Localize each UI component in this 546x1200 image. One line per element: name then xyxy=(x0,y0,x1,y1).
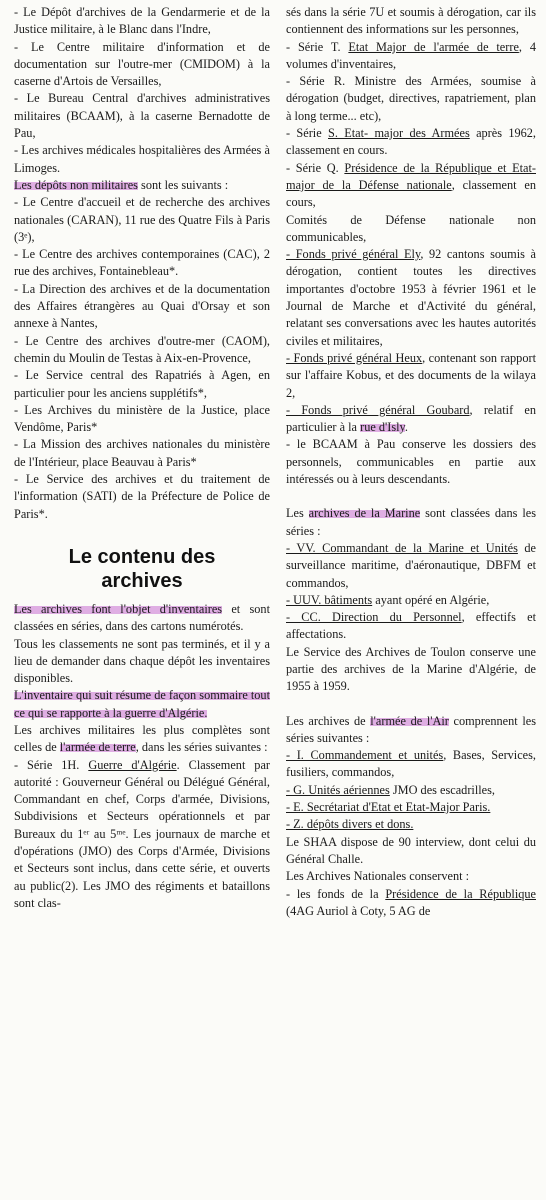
list-item: - Le Service central des Rapatriés à Agen, en particulier pour les anciens supplétifs*, xyxy=(14,368,270,400)
paragraph xyxy=(286,713,536,748)
paragraph xyxy=(14,757,270,913)
highlight: l'armée de terre xyxy=(59,740,136,755)
text: de surveillance maritime, d'aéronautique, DBFM et commandos, xyxy=(286,540,537,590)
left-column xyxy=(14,4,270,912)
paragraph xyxy=(286,160,536,212)
paragraph xyxy=(286,782,536,799)
paragraph xyxy=(286,799,536,816)
underlined-text: - Fonds privé général Ely xyxy=(286,247,421,262)
paragraph: Comités de Défense nationale non communicables, xyxy=(286,212,536,244)
paragraph: sés dans la série 7U et soumis à dérogation, car ils contiennent des informations sur les personnes, xyxy=(286,5,536,37)
paragraph xyxy=(14,687,270,722)
underlined-text: Présidence de la République et Etat-major de la Défense nationale xyxy=(286,160,536,192)
paragraph xyxy=(286,540,536,592)
paragraph xyxy=(286,125,536,160)
text: sont les suivants : xyxy=(137,177,229,192)
text: - Série 1H. xyxy=(14,757,89,772)
text: . Classement par autorité : Gouverneur Général ou Délégué Général, Commandant en chef, Corps d'armée, Divisions, Subdivisions et Secteurs opérationnels et par Bureaux du 1ᵉʳ au 5ᵐᵉ. Les journaux de marche et d'opérations (JMO) des Corps d'Armée, Divisions et Secteurs sont inclus, dans cette série, et ouverts au public(2). Les JMO des régiments et bataillons sont clas- xyxy=(14,757,271,910)
highlight: Les archives font l'objet d'inventaires xyxy=(14,601,223,616)
paragraph: Tous les classements ne sont pas terminés, et il y a lieu de demander dans chaque dépôt les inventaires disponibles. xyxy=(14,636,270,686)
text: JMO des escadrilles, xyxy=(389,782,495,797)
underlined-text: - Fonds privé général Goubard xyxy=(286,402,470,417)
underlined-text: - I. Commandement et unités xyxy=(286,748,444,763)
list-item: - Le Centre des archives d'outre-mer (CAOM), chemin du Moulin de Testas à Aix-en-Provence, xyxy=(14,333,270,365)
text: ayant opéré en Algérie, xyxy=(372,592,490,607)
text: , effectifs et affectations. xyxy=(286,610,536,642)
list-item: - Le Service des archives et du traitement de l'information (SATI) de la Préfecture de Police de Paris*. xyxy=(14,472,270,521)
underlined-text: - Fonds privé général Heux xyxy=(286,350,423,365)
text: - Série T. xyxy=(286,39,349,54)
list-item: - Les Archives du ministère de la Justice, place Vendôme, Paris* xyxy=(14,402,270,435)
paragraph xyxy=(286,886,536,921)
text: , classement en cours, xyxy=(286,177,536,210)
text: après 1962, classement en cours. xyxy=(286,126,537,158)
highlight: L'inventaire qui suit résume de façon sommaire tout ce qui se rapporte à la guerre d'Algérie. xyxy=(14,688,270,720)
text: , contenant son rapport sur l'affaire Kobus, et des documents de la wilaya 2, xyxy=(286,350,536,400)
paragraph xyxy=(14,722,270,757)
underlined-text: Guerre d'Algérie xyxy=(88,757,177,772)
paragraph xyxy=(286,592,536,609)
underlined-text: - E. Secrétariat d'Etat et Etat-Major Paris. xyxy=(286,800,491,815)
text: . xyxy=(404,420,408,435)
paragraph xyxy=(14,601,270,636)
paragraph: Le Service des Archives de Toulon conserve une partie des archives de la Marine d'Algérie, de 1955 à 1959. xyxy=(286,644,536,694)
list-item: - Les archives médicales hospitalières des Armées à Limoges. xyxy=(14,143,270,175)
text: Les xyxy=(286,506,309,521)
underlined-text: - G. Unités aériennes xyxy=(286,782,390,797)
paragraph xyxy=(286,350,536,402)
highlight: Les dépôts non militaires xyxy=(14,177,138,192)
highlight: l'armée de l'Air xyxy=(370,713,449,728)
text: , 92 cantons soumis à dérogation, contient toutes les directives importantes d'octobre 1953 à février 1961 et le Journal de Marche et d'Activité du général, relatant ses conversations avec les hautes autorités civiles et militaires, xyxy=(286,247,536,348)
text: , relatif en particulier à la xyxy=(286,402,537,435)
paragraph: - Série R. Ministre des Armées, soumise à dérogation (budget, directives, rapatriement, plan à long terme... etc), xyxy=(286,74,536,123)
spacer xyxy=(286,696,536,713)
text: , dans les séries suivantes : xyxy=(135,740,268,755)
paragraph xyxy=(286,816,536,833)
list-item: - Le Centre d'accueil et de recherche des archives nationales (CARAN), 11 rue des Quatre Fils à Paris (3ᵉ), xyxy=(14,195,270,244)
paragraph xyxy=(286,747,536,782)
text: - les fonds de la xyxy=(286,886,386,901)
heading-line: archives xyxy=(101,569,183,592)
paragraph xyxy=(286,39,536,74)
text: sont classées dans les séries : xyxy=(286,506,536,538)
text: , 4 volumes d'inventaires, xyxy=(286,39,536,71)
list-item: - Le Bureau Central d'archives administratives militaires (BCAAM), à la caserne Bernadotte de Pau, xyxy=(14,91,270,141)
paragraph: - le BCAAM à Pau conserve les dossiers des personnels, communicables en partie aux intéressés ou à leurs descendants. xyxy=(286,437,536,487)
text: Les archives militaires les plus complètes sont celles de xyxy=(14,722,270,755)
paragraph xyxy=(286,505,536,540)
text: comprennent les séries suivantes : xyxy=(286,713,536,745)
text: et sont classées en séries, dans des cartons numérotés. xyxy=(14,601,270,634)
highlight: archives de la Marine xyxy=(308,506,421,521)
list-item: - La Direction des archives et de la documentation des Affaires étrangères au Quai d'Orsay et son annexe à Nantes, xyxy=(14,281,270,331)
list-item: - La Mission des archives nationales du ministère de l'Intérieur, place Beauvau à Paris* xyxy=(14,437,270,469)
right-column xyxy=(286,4,536,920)
text: Les archives de xyxy=(286,713,371,728)
list-item: - Le Centre militaire d'information et de documentation sur l'outre-mer (CMIDOM) à la caserne d'Artois de Versailles, xyxy=(14,39,270,89)
text: - Série Q. xyxy=(286,160,345,175)
paragraph xyxy=(286,246,536,350)
underlined-text: - UUV. bâtiments xyxy=(286,592,373,607)
paragraph: Le SHAA dispose de 90 interview, dont celui du Général Challe. xyxy=(286,834,536,866)
underlined-text: Présidence de la République xyxy=(385,886,536,901)
heading-line: Le contenu des xyxy=(68,545,216,568)
text: , Bases, Services, fusiliers, commandos, xyxy=(286,748,536,780)
text: - Série xyxy=(286,126,329,141)
paragraph: Les Archives Nationales conservent : xyxy=(286,869,470,884)
list-item: - Le Centre des archives contemporaines (CAC), 2 rue des archives, Fontainebleau*. xyxy=(14,247,270,279)
text: (4AG Auriol à Coty, 5 AG de xyxy=(286,903,431,918)
underlined-text: S. Etat- major des Armées xyxy=(328,126,470,141)
underlined-text: - Z. dépôts divers et dons. xyxy=(286,817,414,832)
underlined-text: - VV. Commandant de la Marine et Unités xyxy=(286,540,518,555)
underlined-text: - CC. Direction du Personnel xyxy=(286,610,462,625)
list-item: - Le Dépôt d'archives de la Gendarmerie et de la Justice militaire, à le Blanc dans l'Indre, xyxy=(14,5,270,37)
paragraph xyxy=(14,177,270,194)
paragraph xyxy=(286,609,536,644)
section-heading xyxy=(14,545,270,593)
underlined-text: Etat Major de l'armée de terre xyxy=(348,39,519,54)
spacer xyxy=(286,488,536,505)
paragraph xyxy=(286,402,536,437)
highlight: rue d'Isly xyxy=(360,420,405,435)
